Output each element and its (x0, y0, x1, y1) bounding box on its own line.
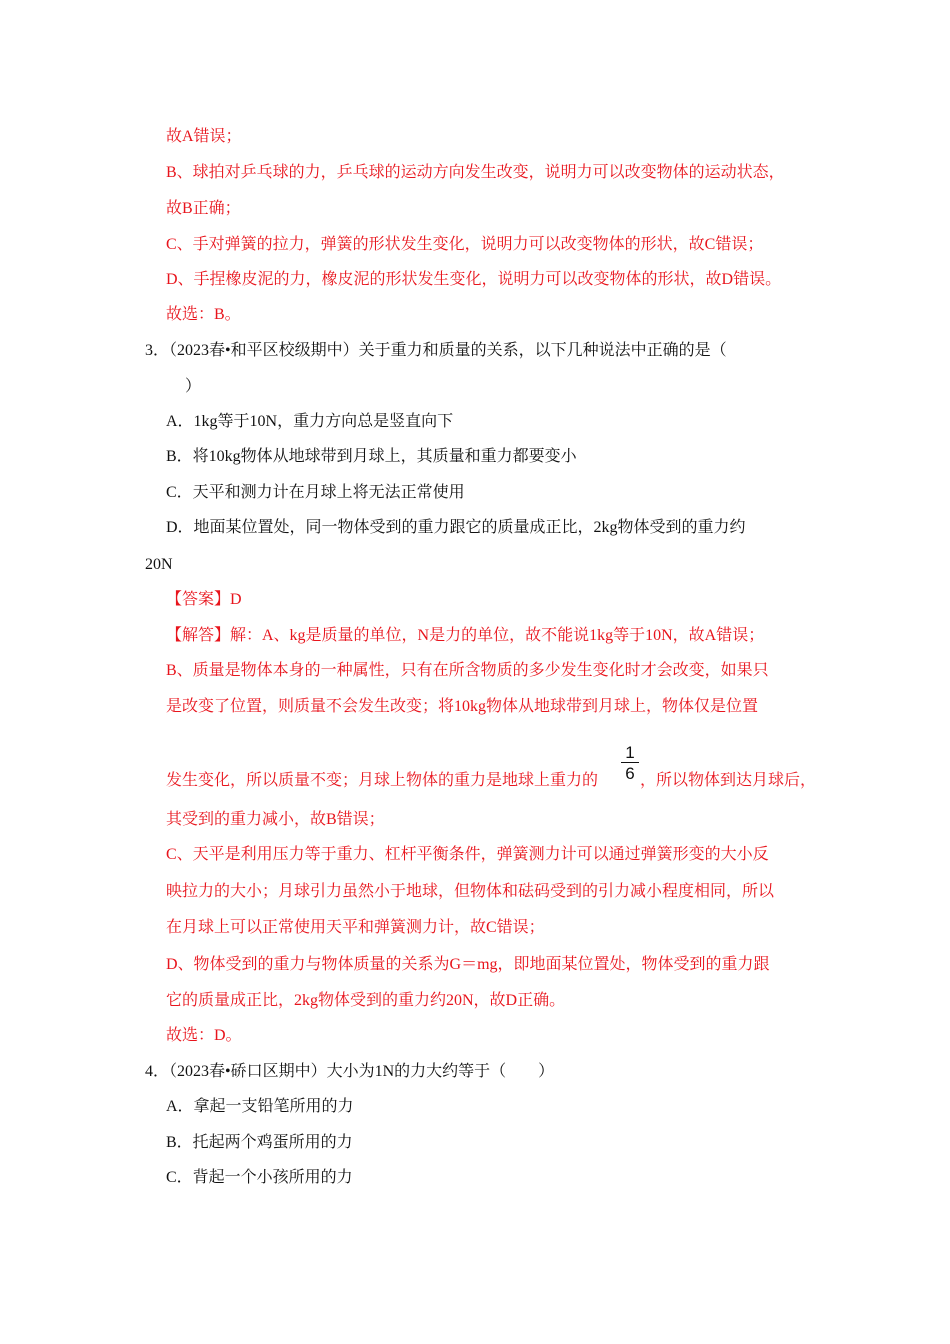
question-3-stem: 3．（2023春•和平区校级期中）关于重力和质量的关系，以下几种说法中正确的是（ (145, 342, 727, 359)
solution-line: 故A错误； (166, 128, 242, 145)
analysis-line: D、物体受到的重力与物体质量的关系为G＝mg，即地面某位置处，物体受到的重力跟 (166, 956, 770, 973)
solution-line: D、手捏橡皮泥的力，橡皮泥的形状发生变化，说明力可以改变物体的形状，故D错误。 (166, 271, 782, 288)
fraction-numerator: 1 (625, 743, 635, 762)
analysis-line: 在月球上可以正常使用天平和弹簧测力计，故C错误； (166, 919, 545, 936)
question-3-option-b: B．将10kg物体从地球带到月球上，其质量和重力都要变小 (166, 448, 577, 465)
analysis-line: 【解答】解：A、kg是质量的单位，N是力的单位，故不能说1kg等于10N，故A错误； (166, 627, 765, 644)
analysis-line: 它的质量成正比，2kg物体受到的重力约20N，故D正确。 (166, 992, 566, 1009)
one-sixth-fraction (621, 744, 639, 782)
analysis-line: 其受到的重力减小，故B错误； (166, 811, 385, 828)
question-3-option-d: D．地面某位置处，同一物体受到的重力跟它的质量成正比，2kg物体受到的重力约 (166, 519, 746, 536)
question-4-option-c: C．背起一个小孩所用的力 (166, 1169, 353, 1186)
question-4-stem: 4．（2023春•硚口区期中）大小为1N的力大约等于（ ） (145, 1063, 555, 1080)
solution-line: 故选：B。 (166, 306, 241, 323)
analysis-line: 发生变化，所以质量不变；月球上物体的重力是地球上重力的 (166, 772, 599, 789)
question-3-stem-cont: ） (185, 378, 202, 395)
solution-line: C、手对弹簧的拉力，弹簧的形状发生变化，说明力可以改变物体的形状，故C错误； (166, 236, 764, 253)
solution-line: B、球拍对乒乓球的力，乒乓球的运动方向发生改变，说明力可以改变物体的运动状态， (166, 164, 785, 181)
analysis-line: C、天平是利用压力等于重力、杠杆平衡条件，弹簧测力计可以通过弹簧形变的大小反 (166, 846, 769, 863)
analysis-line: 是改变了位置，则质量不会发生改变；将10kg物体从地球带到月球上，物体仅是位置 (166, 698, 759, 715)
question-4-option-a: A．拿起一支铅笔所用的力 (166, 1098, 354, 1115)
question-3-option-c: C．天平和测力计在月球上将无法正常使用 (166, 484, 465, 501)
question-4-option-b: B．托起两个鸡蛋所用的力 (166, 1134, 353, 1151)
question-3-answer: 【答案】D (166, 591, 242, 608)
analysis-line: ，所以物体到达月球后， (640, 772, 817, 789)
analysis-line: 故选：D。 (166, 1027, 242, 1044)
solution-line: 故B正确； (166, 200, 241, 217)
question-3-option-a: A．1kg等于10N，重力方向总是竖直向下 (166, 413, 454, 430)
fraction-bar (621, 762, 639, 763)
analysis-line: B、质量是物体本身的一种属性，只有在所含物质的多少发生变化时才会改变，如果只 (166, 662, 769, 679)
fraction-denominator: 6 (625, 764, 635, 783)
question-3-option-d-cont: 20N (145, 556, 173, 573)
analysis-line: 映拉力的大小；月球引力虽然小于地球，但物体和砝码受到的引力减小程度相同，所以 (166, 883, 775, 900)
